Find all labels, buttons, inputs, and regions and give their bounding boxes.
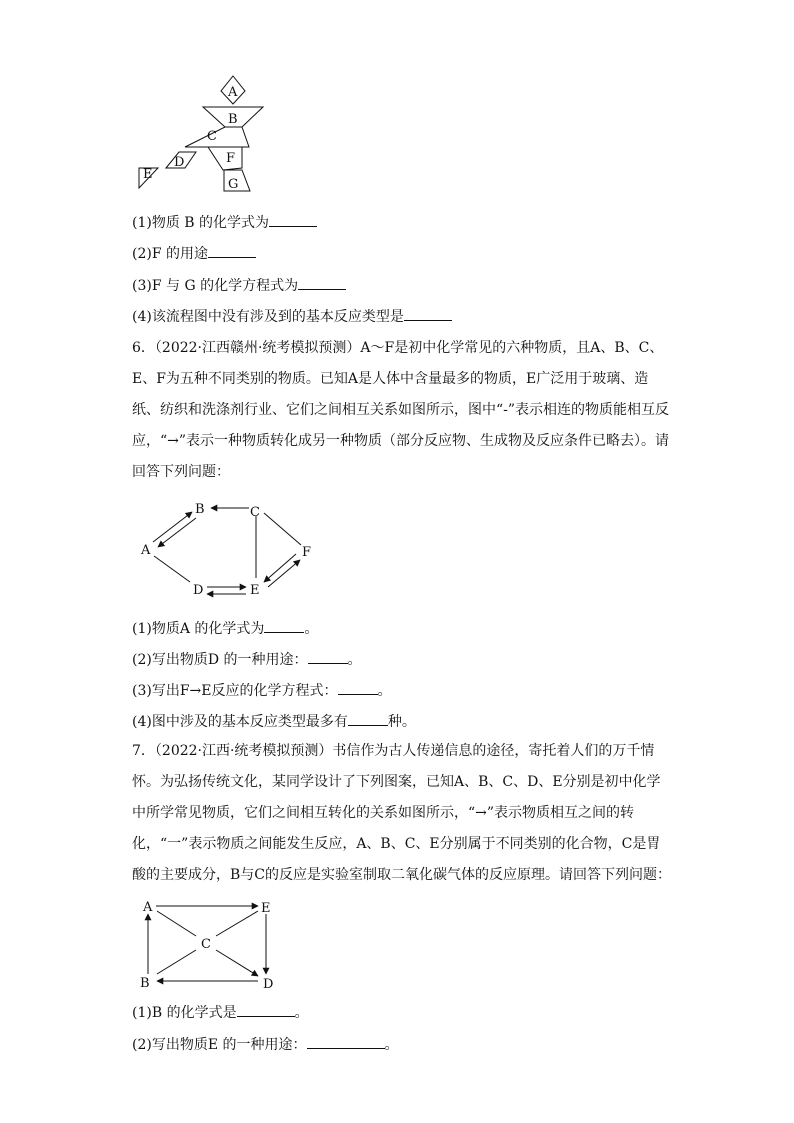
- q7-item-1-text: (1)B 的化学式是: [132, 1005, 237, 1021]
- q5-item-3-text: (3)F 与 G 的化学方程式为: [132, 278, 299, 294]
- q6-diagram: [0, 490, 794, 610]
- q6-node-a: A: [141, 543, 151, 558]
- q6-item-2-end: 。: [347, 652, 362, 668]
- label-g: G: [228, 177, 239, 192]
- q7-item-1: [132, 1002, 309, 1023]
- q5-item-4-text: (4)该流程图中没有涉及到的基本反应类型是: [132, 309, 404, 325]
- shape-c: [185, 127, 249, 147]
- q7-item-2: [132, 1034, 399, 1055]
- q6-item-2-text: (2)写出物质D 的一种用途：: [132, 652, 308, 668]
- q7-node-b: B: [140, 976, 150, 991]
- q6-item-3: [132, 680, 392, 701]
- q6-node-b: B: [195, 502, 205, 517]
- q7-node-c: C: [201, 937, 211, 952]
- q5-item-2-text: (2)F 的用途: [132, 246, 208, 262]
- label-f: F: [226, 151, 236, 166]
- q6-node-f: F: [302, 545, 312, 560]
- answer-blank[interactable]: [348, 711, 388, 726]
- q6-intro: 6．（2022·江西赣州·统考模拟预测）A～F是初中化学常见的六种物质，且A、B、C、E、F为五种不同类别的物质。已知A是人体中含量最多的物质，E广泛用于玻璃、造纸、纺织和洗涤剂行业、它们之间相互关系如图所示，图中“-”表示相连的物质能相互反应，“→”表示一种物质转化成另一种物质（部分反应物、生成物及反应条件已略去）。请回答下列问题：: [132, 340, 670, 480]
- label-a: A: [228, 85, 238, 100]
- tangram-figure: [0, 0, 794, 200]
- label-b: B: [228, 112, 238, 127]
- answer-blank[interactable]: [338, 680, 378, 695]
- q6-node-e: E: [250, 583, 260, 598]
- label-e: E: [143, 167, 153, 182]
- q7-intro: 7．（2022·江西·统考模拟预测）书信作为古人传递信息的途径，寄托着人们的万千情怀。为弘扬传统文化，某同学设计了下列图案，已知A、B、C、D、E分别是初中化学中所学常见物质，它们之间相互转化的关系如图所示，“→”表示物质相互之间的转化，“一”表示物质之间能发生反应，A、B、C、E分别属于不同类别的化合物，C是胃酸的主要成分，B与C的反应是实验室制取二氧化碳气体的反应原理。请回答下列问题：: [132, 743, 671, 883]
- q6-item-4: [132, 711, 416, 732]
- answer-blank[interactable]: [269, 212, 317, 227]
- shape-f: [208, 147, 242, 170]
- q5-item-4: [132, 306, 452, 327]
- q7-item-2-text: (2)写出物质E 的一种用途：: [132, 1037, 307, 1053]
- answer-blank[interactable]: [404, 306, 452, 321]
- q6-item-1-text: (1)物质A 的化学式为: [132, 621, 265, 637]
- label-c: C: [207, 129, 217, 144]
- q6-item-4-end: 种。: [387, 714, 416, 730]
- q6-item-3-end: 。: [377, 683, 392, 699]
- q7-node-a: A: [143, 900, 153, 915]
- q7-item-1-end: 。: [294, 1005, 309, 1021]
- answer-blank[interactable]: [237, 1002, 295, 1017]
- q6-item-3-text: (3)写出F→E反应的化学方程式：: [132, 683, 338, 699]
- q5-item-2: [132, 243, 256, 264]
- q7-diagram: [0, 898, 794, 998]
- answer-blank[interactable]: [308, 649, 348, 664]
- answer-blank[interactable]: [208, 243, 256, 258]
- q6-item-4-text: (4)图中涉及的基本反应类型最多有: [132, 714, 348, 730]
- q6-item-2: [132, 649, 362, 670]
- q7-item-2-end: 。: [384, 1037, 399, 1053]
- answer-blank[interactable]: [264, 618, 304, 633]
- q6-item-1: [132, 618, 318, 639]
- q7-node-d: D: [263, 977, 274, 992]
- label-d: D: [174, 155, 185, 170]
- q5-item-1-text: (1)物质 B 的化学式为: [132, 215, 270, 231]
- q6-item-1-end: 。: [304, 621, 319, 637]
- q5-item-1: [132, 212, 317, 233]
- answer-blank[interactable]: [307, 1034, 385, 1049]
- answer-blank[interactable]: [298, 275, 346, 290]
- q5-item-3: [132, 275, 346, 296]
- q6-node-c: C: [250, 505, 260, 520]
- q6-node-d: D: [193, 583, 204, 598]
- q7-node-e: E: [261, 901, 271, 916]
